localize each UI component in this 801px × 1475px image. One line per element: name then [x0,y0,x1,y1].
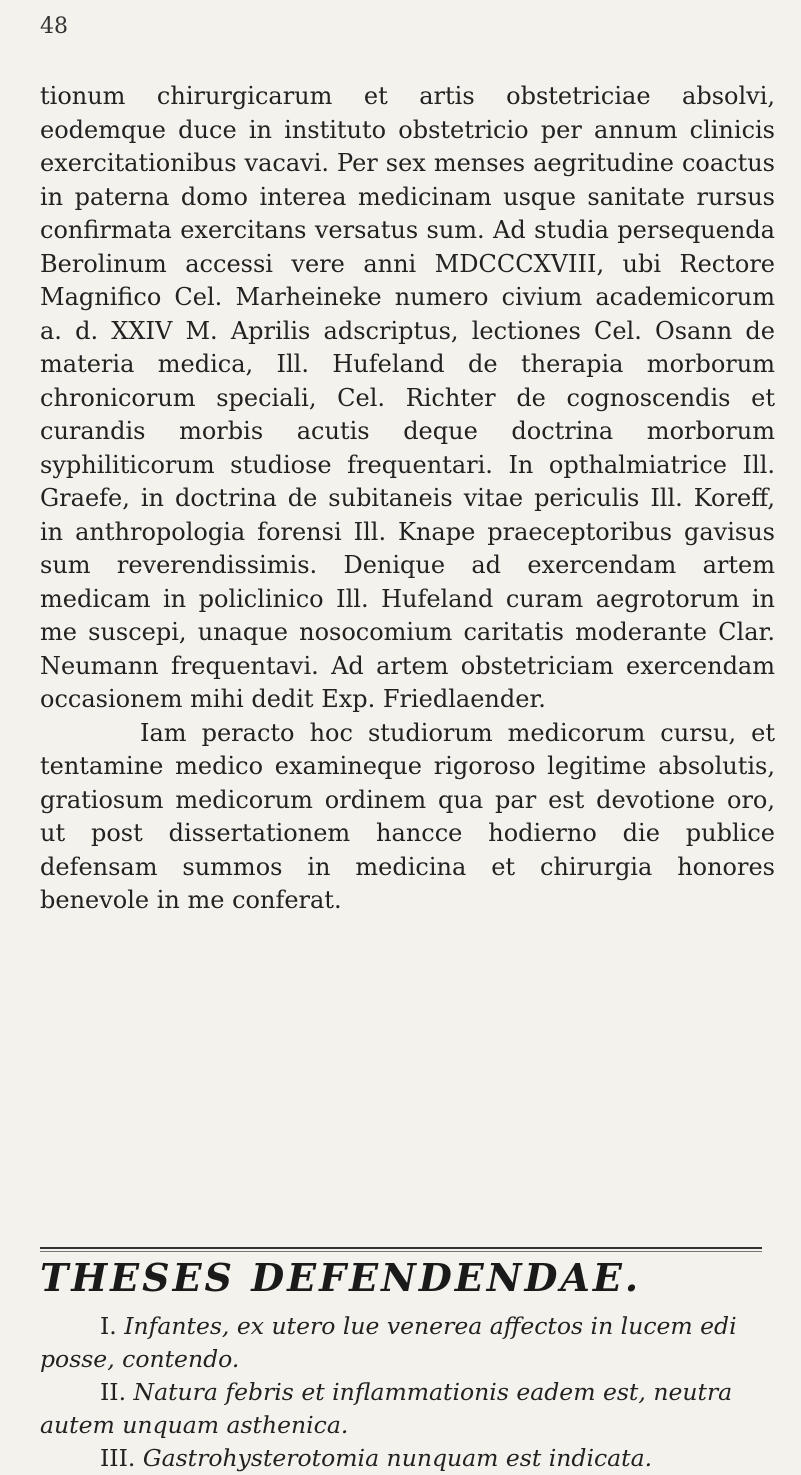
thesis-number: I. [100,1312,117,1340]
thesis-item [40,1310,775,1376]
theses-heading: THESES DEFENDENDAE. [40,1255,642,1300]
page-number: 48 [40,14,68,39]
section-divider [40,1247,762,1249]
thesis-text: Natura febris et inflammationis eadem est, neutra autem unquam asthenica. [40,1378,733,1439]
thesis-text: Infantes, ex utero lue venerea affectos in lucem edi posse, contendo. [40,1312,737,1373]
thesis-item [40,1442,775,1475]
section-divider-thin [40,1251,762,1252]
thesis-number: II. [100,1378,127,1406]
paragraph-2: Iam peracto hoc studiorum medicorum cursu, et tentamine medico examineque rigoroso legitime absolutis, gratiosum medicorum ordinem qua par est devotione oro, ut post dissertationem hancce hodierno die publice defensam summos in medicina et chirurgia honores benevole in me conferat. [40,718,775,914]
theses-list [40,1310,775,1475]
body-text [40,80,775,918]
thesis-text: Gastrohysterotomia nunquam est indicata. [142,1444,653,1472]
paragraph-1: tionum chirurgicarum et artis obstetriciae absolvi, eodemque duce in instituto obstetricio per annum clinicis exercitationibus vacavi. Per sex menses aegritudine coactus in paterna domo interea medicinam usque sanitate rursus confirmata exercitans versatus sum. Ad studia persequenda Berolinum accessi vere anni MDCCCXVIII, ubi Rectore Magnifico Cel. Marheineke numero civium academicorum a. d. XXIV M. Aprilis adscriptus, lectiones Cel. Osann de materia medica, Ill. Hufeland de therapia morborum chronicorum speciali, Cel. Richter de cognoscendis et curandis morbis acutis deque doctrina morborum syphiliticorum studiose frequentari. In opthalmiatrice Ill. Graefe, in doctrina de subitaneis vitae periculis Ill. Koreff, in anthropologia forensi Ill. Knape praeceptoribus gavisus sum reverendissimis. Denique ad exercendam artem medicam in policlinico Ill. Hufeland curam aegrotorum in me suscepi, unaque nosocomium caritatis moderante Clar. Neumann frequentavi. Ad artem obstetriciam exercendam occasionem mihi dedit Exp. Friedlaender. [40,82,775,713]
thesis-number: III. [100,1444,136,1472]
thesis-item [40,1376,775,1442]
